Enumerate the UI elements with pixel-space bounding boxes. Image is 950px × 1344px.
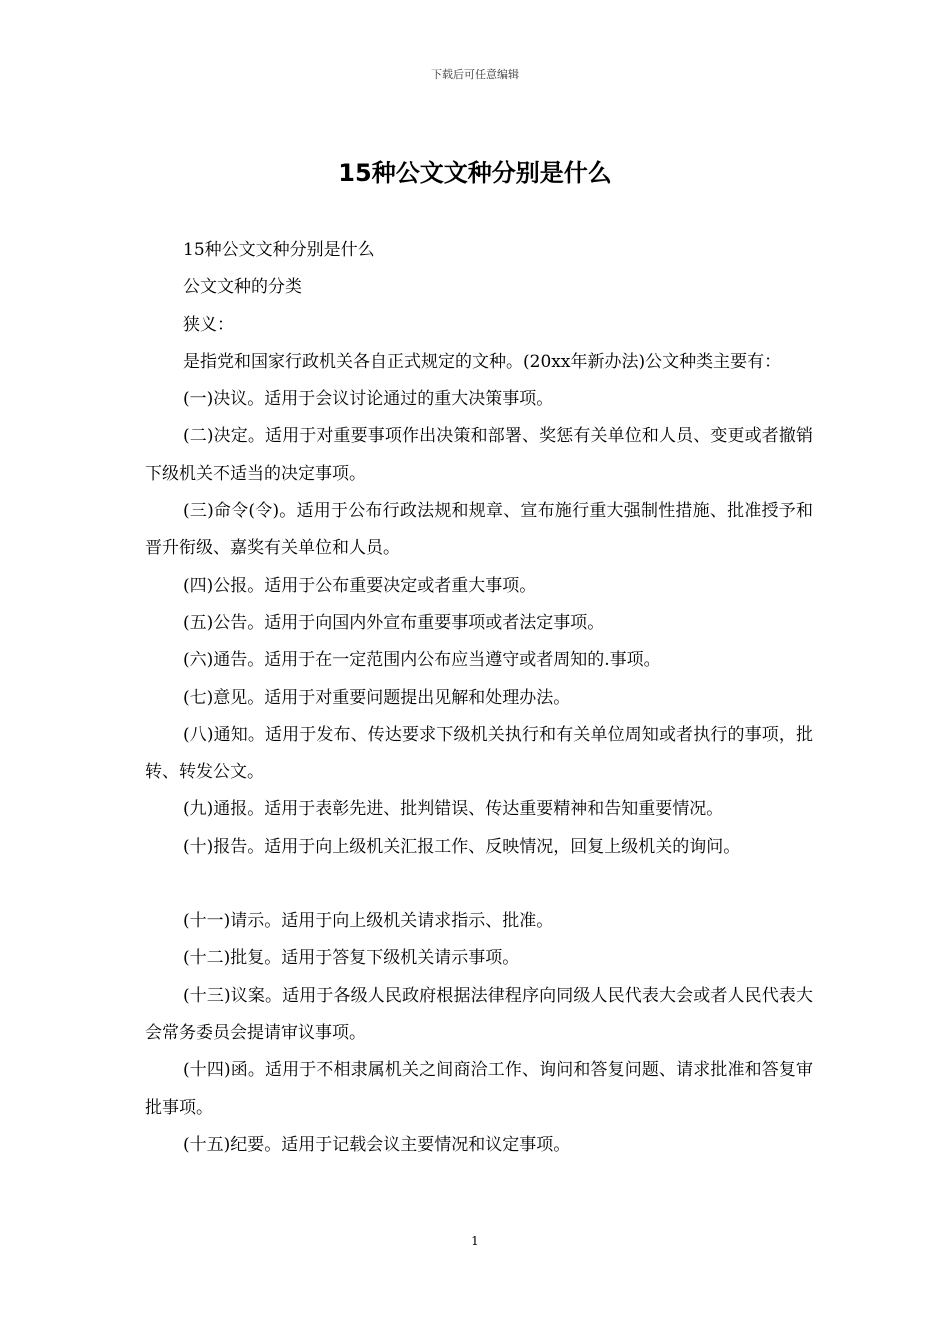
page-number: 1: [471, 1234, 479, 1248]
paragraph: (八)通知。适用于发布、传达要求下级机关执行和有关单位周知或者执行的事项，批转、转发公文。: [145, 724, 813, 783]
paragraph: (十四)函。适用于不相隶属机关之间商洽工作、询问和答复问题、请求批准和答复审批事项。: [145, 1060, 813, 1118]
blank-line: [145, 866, 813, 903]
paragraph: (五)公告。适用于向国内外宣布重要事项或者法定事项。: [183, 612, 605, 633]
paragraph: 15种公文文种分别是什么: [183, 240, 375, 260]
paragraph: (十)报告。适用于向上级机关汇报工作、反映情况，回复上级机关的询问。: [183, 836, 741, 857]
paragraph: (二)决定。适用于对重要事项作出决策和部署、奖惩有关单位和人员、变更或者撤销下级机关不适当的决定事项。: [145, 426, 813, 484]
paragraph: (十二)批复。适用于答复下级机关请示事项。: [183, 948, 520, 969]
paragraph: (九)通报。适用于表彰先进、批判错误、传达重要精神和告知重要情况。: [183, 799, 724, 820]
paragraph: (十三)议案。适用于各级人民政府根据法律程序向同级人民代表大会或者人民代表大会常务委员会提请审议事项。: [145, 985, 813, 1043]
paragraph: (六)通告。适用于在一定范围内公布应当遵守或者周知的.事项。: [183, 650, 661, 671]
paragraph: (四)公报。适用于公布重要决定或者重大事项。: [183, 575, 537, 596]
paragraph: (十五)纪要。适用于记载会议主要情况和议定事项。: [183, 1134, 571, 1155]
document-title: 15种公文文种分别是什么: [338, 159, 612, 187]
paragraph: 公文文种的分类: [183, 277, 302, 298]
page-header: 下载后可任意编辑: [431, 68, 519, 81]
document-body: [145, 232, 813, 1164]
paragraph: 狭义：: [183, 314, 234, 335]
paragraph: 是指党和国家行政机关各自正式规定的文种。(20xx年新办法)公文种类主要有：: [183, 351, 782, 372]
paragraph: (三)命令(令)。适用于公布行政法规和规章、宣布施行重大强制性措施、批准授予和晋升衔级、嘉奖有关单位和人员。: [145, 501, 813, 559]
paragraph: (一)决议。适用于会议讨论通过的重大决策事项。: [183, 389, 554, 410]
paragraph: (七)意见。适用于对重要问题提出见解和处理办法。: [183, 687, 571, 708]
paragraph: (十一)请示。适用于向上级机关请求指示、批准。: [183, 911, 554, 932]
